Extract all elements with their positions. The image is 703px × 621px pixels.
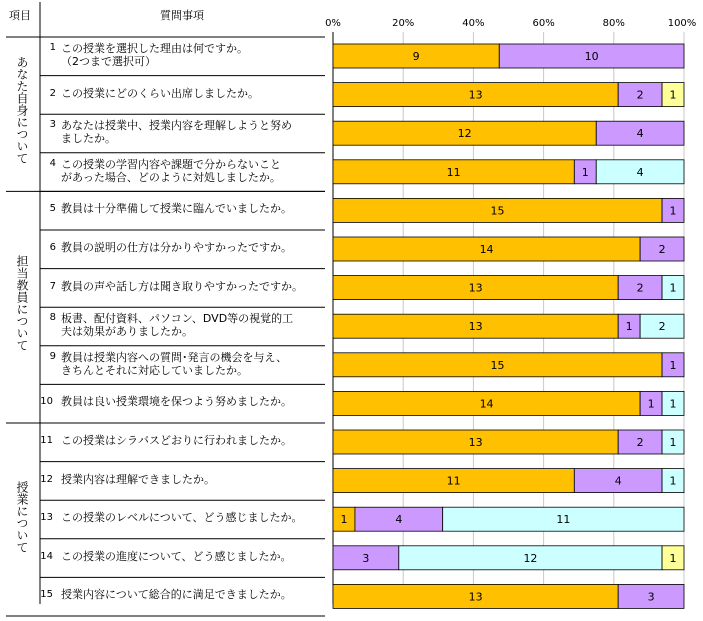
bar-value-label: 15 <box>490 204 505 218</box>
bar-value-label: 1 <box>625 320 633 334</box>
x-tick-label: 0% <box>325 18 341 29</box>
bar-value-label: 1 <box>647 397 655 411</box>
question-number: 4 <box>49 157 56 169</box>
question-number: 7 <box>49 280 56 292</box>
group-label: 授業について <box>15 480 29 553</box>
question-number: 9 <box>49 350 56 362</box>
question-number: 1 <box>49 42 56 53</box>
bar-value-label: 10 <box>584 50 599 63</box>
x-tick-label: 20% <box>392 18 415 29</box>
question-number: 15 <box>40 589 53 601</box>
question-text-line: この授業の進度について、どう感じましたか。 <box>61 549 292 563</box>
question-text-line: 教員は十分準備して授業に臨んでいましたか。 <box>61 202 292 216</box>
bar-value-label: 3 <box>362 551 370 565</box>
bar-value-label: 4 <box>614 474 622 488</box>
bar-value-label: 1 <box>669 397 677 411</box>
bar-value-label: 14 <box>479 243 494 256</box>
bar-value-label: 2 <box>636 436 644 449</box>
group-label: あなた自身について <box>15 55 29 164</box>
x-tick-label: 40% <box>462 18 485 29</box>
bar-value-label: 9 <box>412 50 420 63</box>
bar-value-label: 11 <box>556 513 571 527</box>
question-text-line: 授業内容について総合的に満足できましたか。 <box>61 588 292 602</box>
question-text-line: 教員は良い授業環境を保つよう努めましたか。 <box>61 395 292 409</box>
question-number: 10 <box>40 396 53 408</box>
bar-value-label: 2 <box>658 320 666 334</box>
bar-value-label: 4 <box>636 165 644 179</box>
question-number: 12 <box>40 473 53 485</box>
bar-value-label: 1 <box>669 474 677 488</box>
question-number: 13 <box>40 512 53 524</box>
bar-value-label: 1 <box>669 436 677 449</box>
group-label: 担当教員について <box>15 255 29 352</box>
bar-value-label: 13 <box>468 88 483 102</box>
question-text-line: この授業の学習内容や課題で分からないこと <box>61 157 281 171</box>
question-text-line: この授業のレベルについて、どう感じましたか。 <box>61 511 303 525</box>
question-text-line: 板書、配付資料、パソコン、DVD等の視覚的工 <box>61 312 294 326</box>
bar-value-label: 2 <box>636 281 644 295</box>
question-number: 14 <box>40 550 53 562</box>
x-tick-label: 60% <box>532 18 555 29</box>
bar-value-label: 4 <box>395 513 403 527</box>
question-number: 11 <box>40 435 53 446</box>
question-text-line: この授業にどのくらい出席しましたか。 <box>61 86 259 100</box>
bar-value-label: 2 <box>636 88 644 102</box>
bar-value-label: 11 <box>446 474 461 488</box>
bar-value-label: 1 <box>669 358 677 372</box>
bar-value-label: 1 <box>669 204 677 218</box>
question-text-line: ましたか。 <box>61 132 116 146</box>
question-number: 5 <box>49 203 56 215</box>
bar-value-label: 2 <box>658 243 666 256</box>
header-item: 項目 <box>9 9 31 22</box>
question-number: 6 <box>49 242 56 253</box>
bar-value-label: 15 <box>490 358 505 372</box>
question-text-line: があった場合、どのように対処しましたか。 <box>61 170 281 184</box>
question-text-line: 教員の説明の仕方は分かりやすかったですか。 <box>61 241 292 254</box>
bar-value-label: 1 <box>669 551 677 565</box>
question-number: 2 <box>49 87 56 99</box>
question-text-line: 授業内容は理解できましたか。 <box>61 472 215 486</box>
x-tick-label: 80% <box>602 18 625 29</box>
bar-value-label: 12 <box>457 127 472 141</box>
bar-value-label: 1 <box>669 281 677 295</box>
question-number: 8 <box>49 312 56 324</box>
bar-value-label: 13 <box>468 590 483 604</box>
question-text-line: あなたは授業中、授業内容を理解しようと努め <box>61 119 292 133</box>
question-text-line: この授業を選択した理由は何ですか。 <box>61 42 248 55</box>
question-text-line: 夫は効果がありましたか。 <box>61 325 193 339</box>
question-text-line: この授業はシラバスどおりに行われましたか。 <box>61 434 292 447</box>
bar-value-label: 1 <box>340 513 348 527</box>
bar-value-label: 13 <box>468 320 483 334</box>
question-text-line: きちんとそれに対応していましたか。 <box>61 363 248 377</box>
bar-value-label: 3 <box>647 590 655 604</box>
bar-value-label: 13 <box>468 281 483 295</box>
question-text-line: 教員は授業内容への質問･発言の機会を与え、 <box>61 350 288 364</box>
bar-value-label: 4 <box>636 127 644 141</box>
question-text-line: （2つまで選択可） <box>61 55 156 68</box>
bar-value-label: 14 <box>479 397 494 411</box>
bar-value-label: 1 <box>669 88 677 102</box>
bar-value-label: 1 <box>581 165 589 179</box>
bar-value-label: 12 <box>523 551 538 565</box>
question-number: 3 <box>49 119 56 131</box>
bar-value-label: 13 <box>468 436 483 449</box>
bar-value-label: 11 <box>446 165 461 179</box>
header-question: 質問事項 <box>160 9 204 22</box>
question-text-line: 教員の声や話し方は聞き取りやすかったですか。 <box>61 279 303 293</box>
x-tick-label: 100% <box>667 18 697 29</box>
